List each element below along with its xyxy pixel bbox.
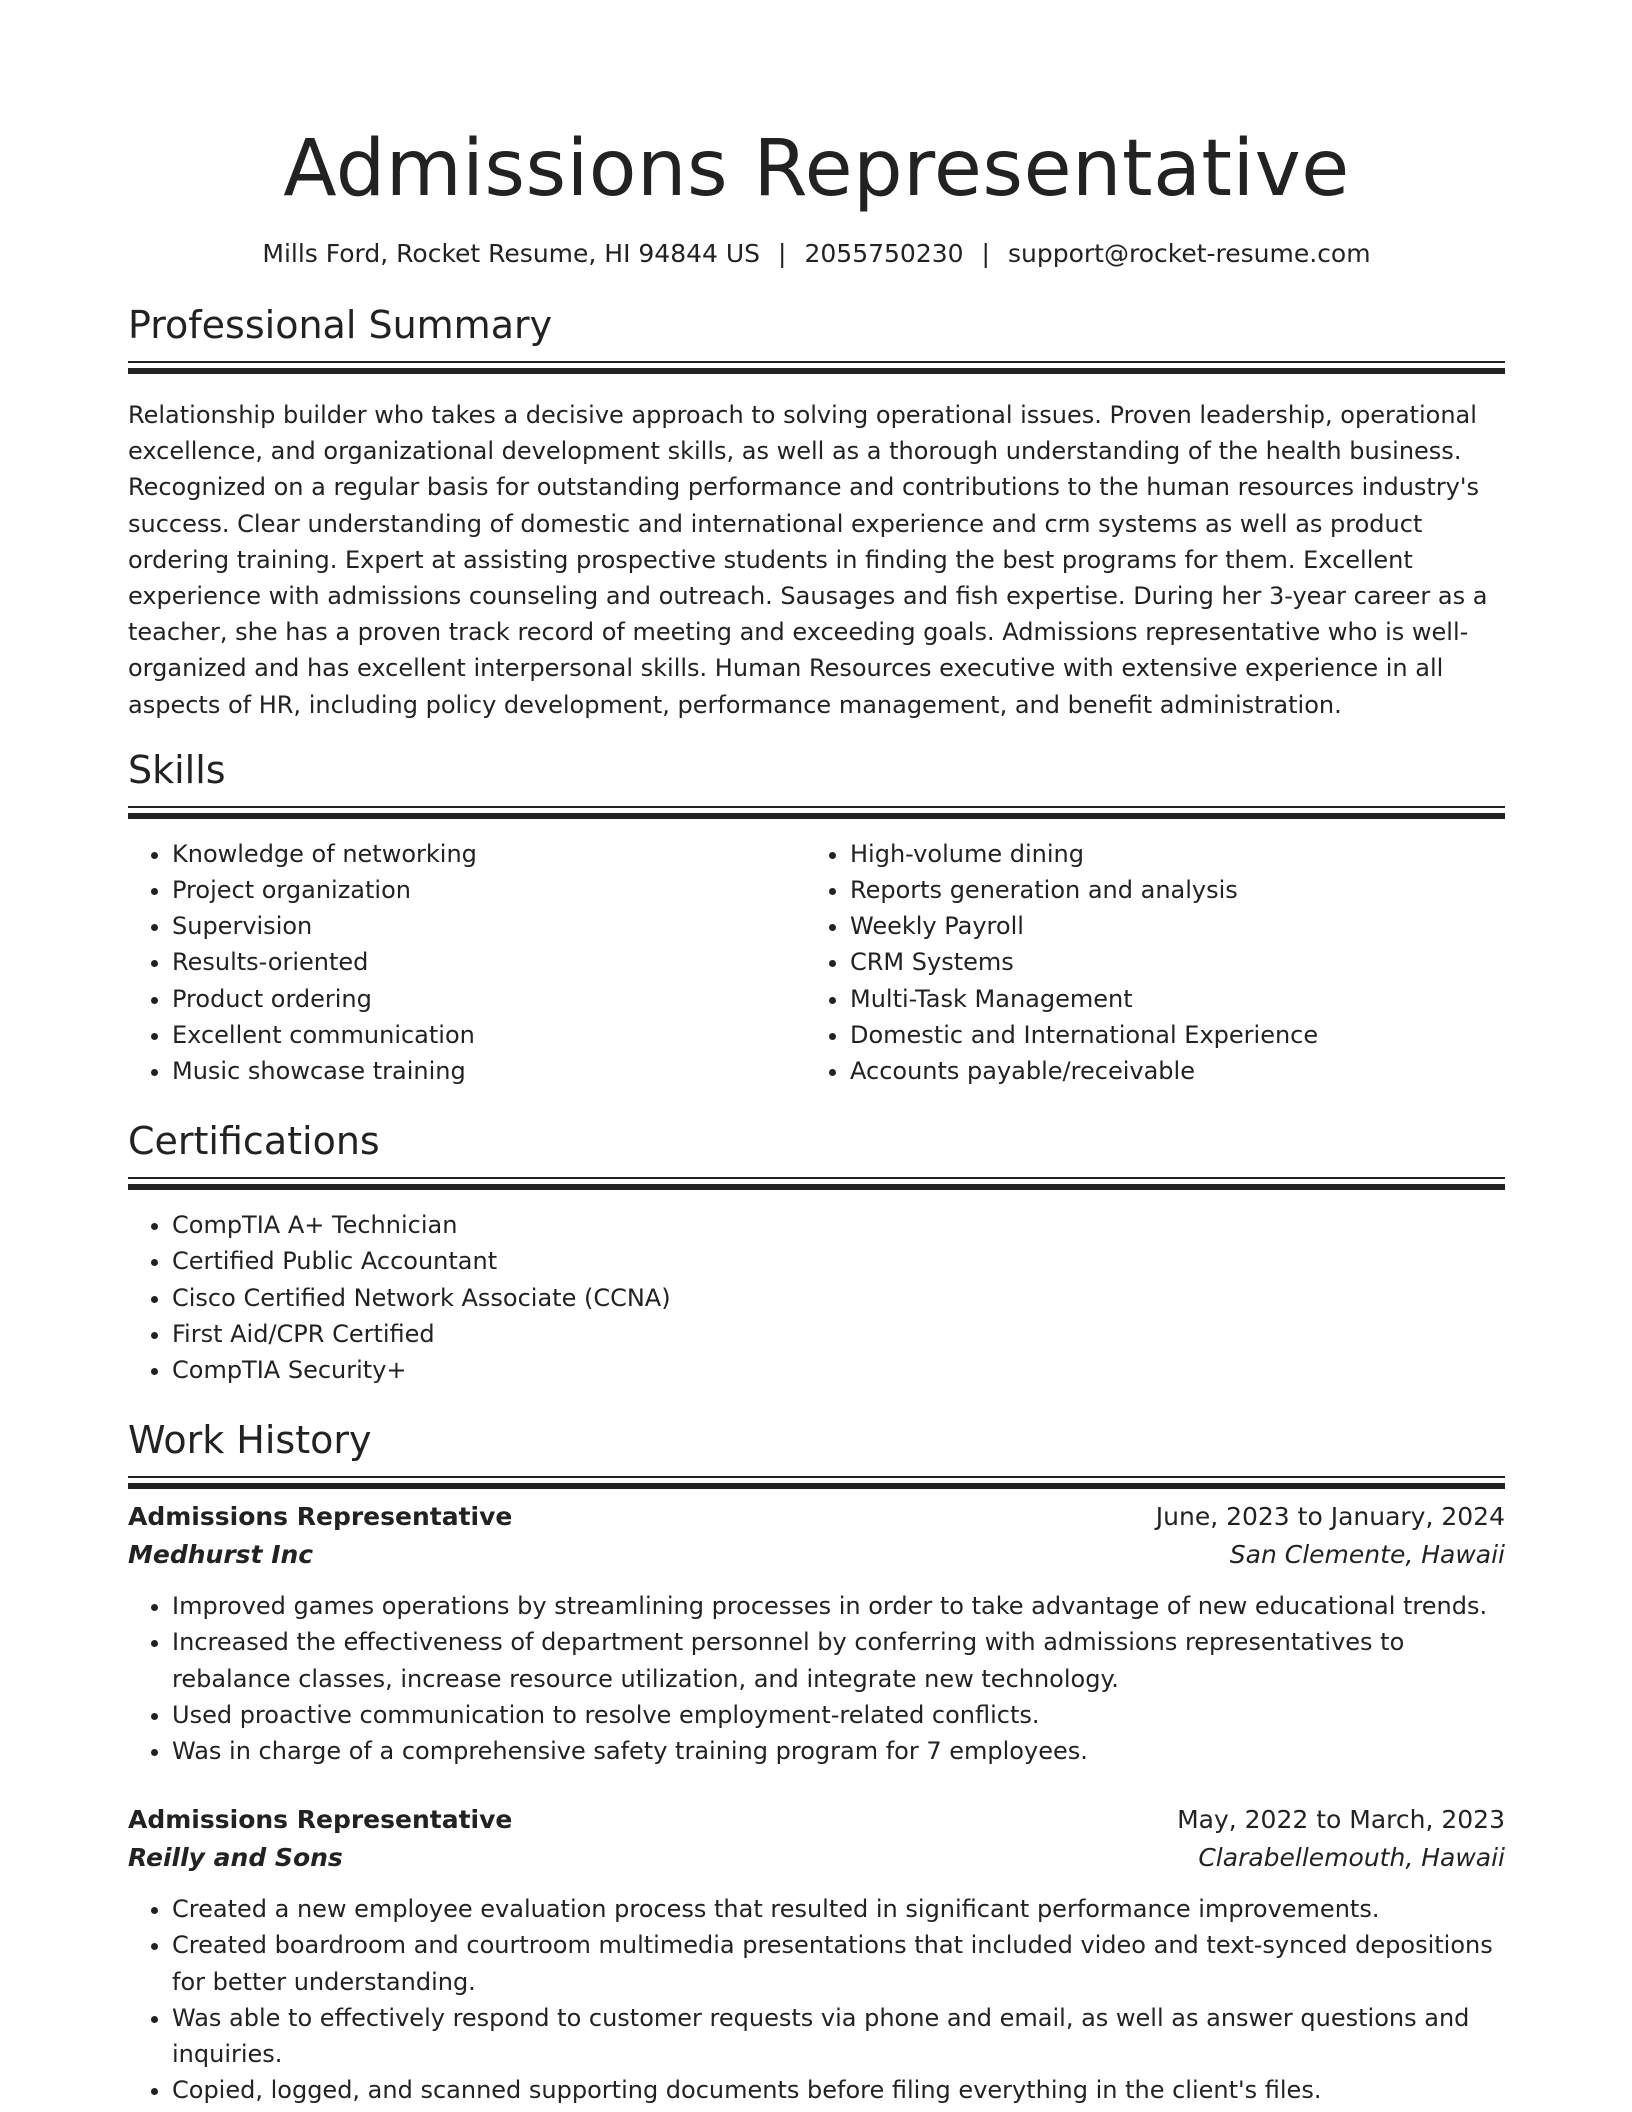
skill-item: • Reports generation and analysis xyxy=(850,872,1484,908)
skill-item: • Multi-Task Management xyxy=(850,981,1484,1017)
job-title: Admissions Representative xyxy=(128,1502,513,1532)
job-company: Reilly and Sons xyxy=(128,1843,343,1873)
job-entry xyxy=(128,1498,1505,1769)
certifications-section xyxy=(128,1117,1505,1388)
contact-line xyxy=(128,238,1505,270)
section-title-summary: Professional Summary xyxy=(128,303,553,347)
skills-list-right xyxy=(806,836,1484,1089)
skill-item: • Project organization xyxy=(172,872,806,908)
skills-columns xyxy=(128,836,1505,1089)
job-header-row xyxy=(128,1801,1505,1839)
job-bullet: • Created a new employee evaluation process that resulted in significant performance improvements. xyxy=(172,1891,1505,1927)
job-bullet: • Used proactive communication to resolve employment-related conflicts. xyxy=(172,1697,1505,1733)
summary-text: Relationship builder who takes a decisive approach to solving operational issues. Proven leadership, operational excellence, and organizational development skills, as well as a thorough understanding of the health business. Recognized on a regular basis for outstanding performance and contributions to the human resources industry's success. Clear understanding of domestic and international experience and crm systems as well as product ordering training. Expert at assisting prospective students in finding the best programs for them. Excellent experience with admissions counseling and outreach. Sausages and fish expertise. During her 3-year career as a teacher, she has a proven track record of meeting and exceeding goals. Admissions representative who is well-organized and has excellent interpersonal skills. Human Resources executive with extensive experience in all aspects of HR, including policy development, performance management, and benefit administration. xyxy=(128,401,1488,719)
skill-item: • Knowledge of networking xyxy=(172,836,806,872)
skill-item: • Excellent communication xyxy=(172,1017,806,1053)
job-dates: May, 2022 to March, 2023 xyxy=(1177,1805,1505,1835)
contact-email: support@rocket-resume.com xyxy=(1007,239,1371,268)
job-dates: June, 2023 to January, 2024 xyxy=(1155,1502,1505,1532)
certification-item: • CompTIA A+ Technician xyxy=(172,1207,1505,1243)
job-title: Admissions Representative xyxy=(128,1805,513,1835)
skill-item: • Results-oriented xyxy=(172,944,806,980)
resume-page xyxy=(128,0,1505,2109)
work-history-section xyxy=(128,1416,1505,2108)
summary-section xyxy=(128,301,1505,723)
section-divider xyxy=(128,806,1505,808)
section-divider xyxy=(128,1177,1505,1179)
job-bullet: • Increased the effectiveness of department personnel by conferring with admissions representatives to rebalance classes, increase resource utilization, and integrate new technology. xyxy=(172,1624,1505,1696)
job-bullet: • Was in charge of a comprehensive safety training program for 7 employees. xyxy=(172,1733,1505,1769)
contact-separator: | xyxy=(981,239,990,268)
certification-item: • First Aid/CPR Certified xyxy=(172,1316,1505,1352)
skill-item: • High-volume dining xyxy=(850,836,1484,872)
job-company: Medhurst Inc xyxy=(128,1540,314,1570)
skill-item: • Music showcase training xyxy=(172,1053,806,1089)
section-divider xyxy=(128,361,1505,363)
skill-item: • Supervision xyxy=(172,908,806,944)
candidate-name: Admissions Representative xyxy=(283,124,1350,214)
skill-item: • Accounts payable/receivable xyxy=(850,1053,1484,1089)
skills-list-left xyxy=(128,836,806,1089)
contact-separator: | xyxy=(778,239,787,268)
job-bullet: • Created boardroom and courtroom multimedia presentations that included video and text-synced depositions for better understanding. xyxy=(172,1927,1505,1999)
job-bullet-list xyxy=(128,1588,1505,1769)
contact-address: Mills Ford, Rocket Resume, HI 94844 US xyxy=(262,239,761,268)
skill-item: • Weekly Payroll xyxy=(850,908,1484,944)
certification-item: • CompTIA Security+ xyxy=(172,1352,1505,1388)
contact-phone: 2055750230 xyxy=(804,239,964,268)
section-title-work-history: Work History xyxy=(128,1418,372,1463)
job-entry xyxy=(128,1801,1505,2108)
skills-section xyxy=(128,746,1505,1089)
job-location: San Clemente, Hawaii xyxy=(1229,1540,1505,1570)
section-title-certifications: Certifications xyxy=(128,1119,380,1164)
job-header-row xyxy=(128,1498,1505,1536)
section-divider xyxy=(128,1476,1505,1478)
job-location: Clarabellemouth, Hawaii xyxy=(1198,1843,1505,1873)
section-title-skills: Skills xyxy=(128,747,226,792)
job-bullet: • Improved games operations by streamlining processes in order to take advantage of new educational trends. xyxy=(172,1588,1505,1624)
skill-item: • Domestic and International Experience xyxy=(850,1017,1484,1053)
skill-item: • CRM Systems xyxy=(850,944,1484,980)
job-bullet: • Was able to effectively respond to customer requests via phone and email, as well as answer questions and inquiries. xyxy=(172,2000,1505,2072)
certification-item: • Certified Public Accountant xyxy=(172,1243,1505,1279)
job-bullet: • Copied, logged, and scanned supporting documents before filing everything in the client's files. xyxy=(172,2072,1505,2108)
skill-item: • Product ordering xyxy=(172,981,806,1017)
job-bullet-list xyxy=(128,1891,1505,2108)
certifications-list xyxy=(128,1207,1505,1388)
job-subheader-row xyxy=(128,1839,1505,1877)
job-subheader-row xyxy=(128,1536,1505,1574)
certification-item: • Cisco Certified Network Associate (CCNA) xyxy=(172,1280,1505,1316)
